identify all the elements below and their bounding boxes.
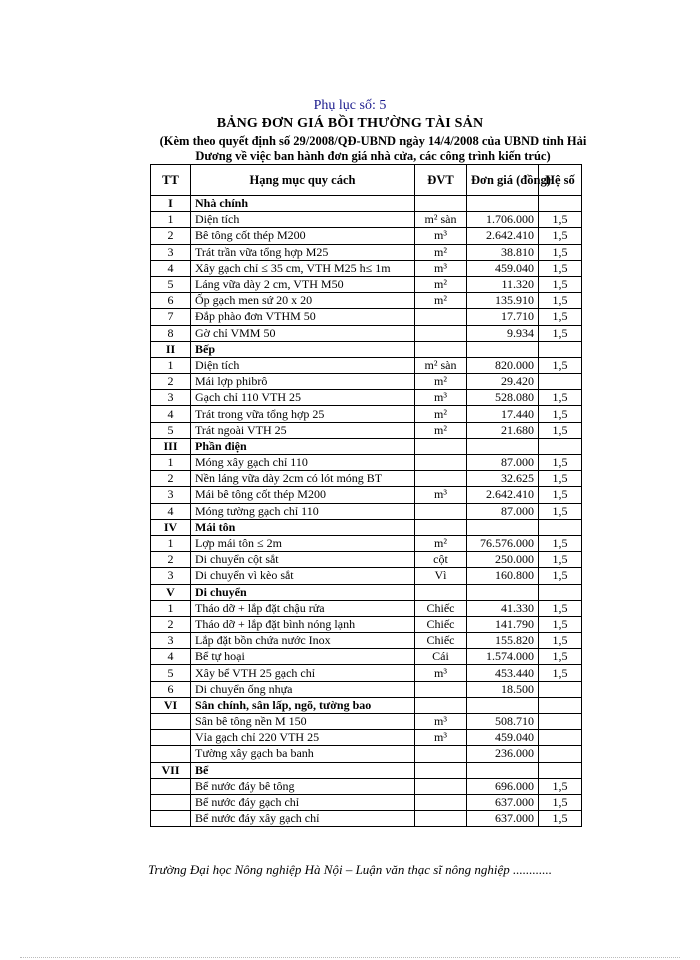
footer-text: Trường Đại học Nông nghiệp Hà Nội – Luận văn thạc sĩ nông nghiệp ............ xyxy=(147,862,553,877)
price-cell: 87.000 xyxy=(467,503,539,519)
table-row xyxy=(151,616,582,632)
item-name: Bể nước đáy xây gạch chỉ xyxy=(191,811,415,827)
unit-cell: m² xyxy=(415,244,467,260)
coef-cell xyxy=(539,374,582,390)
item-name: Bể nước đáy bê tông xyxy=(191,778,415,794)
price-cell xyxy=(467,341,539,357)
unit-cell xyxy=(415,471,467,487)
price-cell: 41.330 xyxy=(467,600,539,616)
price-cell: 250.000 xyxy=(467,552,539,568)
item-name: Di chuyển ống nhựa xyxy=(191,681,415,697)
coef-cell xyxy=(539,730,582,746)
item-name: Gờ chỉ VMM 50 xyxy=(191,325,415,341)
section-row xyxy=(151,519,582,535)
section-row xyxy=(151,697,582,713)
section-title: Phần điện xyxy=(191,438,415,454)
table-row xyxy=(151,600,582,616)
table-row xyxy=(151,552,582,568)
row-number: 5 xyxy=(151,665,191,681)
coef-cell: 1,5 xyxy=(539,260,582,276)
coef-cell: 1,5 xyxy=(539,778,582,794)
item-name: Tháo dỡ + lắp đặt bình nóng lạnh xyxy=(191,616,415,632)
item-name: Vỉa gạch chỉ 220 VTH 25 xyxy=(191,730,415,746)
coef-cell: 1,5 xyxy=(539,422,582,438)
coef-cell: 1,5 xyxy=(539,357,582,373)
table-row xyxy=(151,503,582,519)
coef-cell: 1,5 xyxy=(539,552,582,568)
unit-cell: m² xyxy=(415,374,467,390)
row-number: 2 xyxy=(151,471,191,487)
item-name: Mái bê tông cốt thép M200 xyxy=(191,487,415,503)
item-name: Bể tự hoại xyxy=(191,649,415,665)
section-title: Nhà chính xyxy=(191,196,415,212)
price-cell: 528.080 xyxy=(467,390,539,406)
row-number: 3 xyxy=(151,390,191,406)
item-name: Lắp đặt bồn chứa nước Inox xyxy=(191,633,415,649)
coef-cell: 1,5 xyxy=(539,600,582,616)
item-name: Móng xây gạch chỉ 110 xyxy=(191,455,415,471)
row-number xyxy=(151,714,191,730)
table-row xyxy=(151,260,582,276)
price-cell: 820.000 xyxy=(467,357,539,373)
price-cell: 508.710 xyxy=(467,714,539,730)
coef-cell: 1,5 xyxy=(539,228,582,244)
coef-cell xyxy=(539,681,582,697)
table-row xyxy=(151,422,582,438)
coef-cell: 1,5 xyxy=(539,212,582,228)
unit-cell: m³ xyxy=(415,487,467,503)
item-name: Móng tường gạch chỉ 110 xyxy=(191,503,415,519)
unit-cell: m³ xyxy=(415,730,467,746)
table-row xyxy=(151,649,582,665)
table-row xyxy=(151,357,582,373)
row-number: 2 xyxy=(151,552,191,568)
row-number: 3 xyxy=(151,487,191,503)
unit-cell xyxy=(415,778,467,794)
col-header-coef: Hệ số xyxy=(539,165,582,196)
section-number: VII xyxy=(151,762,191,778)
price-cell xyxy=(467,697,539,713)
unit-cell: m³ xyxy=(415,260,467,276)
item-name: Bê tông cốt thép M200 xyxy=(191,228,415,244)
unit-cell: m³ xyxy=(415,390,467,406)
price-cell: 160.800 xyxy=(467,568,539,584)
unit-cell: Vì xyxy=(415,568,467,584)
item-name: Trát ngoài VTH 25 xyxy=(191,422,415,438)
col-header-tt: TT xyxy=(151,165,191,196)
table-row xyxy=(151,746,582,762)
section-row xyxy=(151,762,582,778)
item-name: Ốp gạch men sứ 20 x 20 xyxy=(191,293,415,309)
coef-cell: 1,5 xyxy=(539,471,582,487)
item-name: Gạch chỉ 110 VTH 25 xyxy=(191,390,415,406)
section-number: II xyxy=(151,341,191,357)
col-header-price: Đơn giá (đồng) xyxy=(467,165,539,196)
coef-cell xyxy=(539,438,582,454)
row-number xyxy=(151,730,191,746)
coef-cell: 1,5 xyxy=(539,487,582,503)
coef-cell: 1,5 xyxy=(539,325,582,341)
section-title: Di chuyển xyxy=(191,584,415,600)
row-number xyxy=(151,778,191,794)
row-number: 2 xyxy=(151,228,191,244)
row-number: 6 xyxy=(151,681,191,697)
coef-cell: 1,5 xyxy=(539,568,582,584)
price-cell: 11.320 xyxy=(467,276,539,292)
table-row xyxy=(151,487,582,503)
page-bottom-divider xyxy=(20,957,680,958)
unit-cell xyxy=(415,519,467,535)
price-cell: 9.934 xyxy=(467,325,539,341)
unit-cell xyxy=(415,584,467,600)
coef-cell: 1,5 xyxy=(539,811,582,827)
price-cell: 155.820 xyxy=(467,633,539,649)
coef-cell xyxy=(539,519,582,535)
section-row xyxy=(151,196,582,212)
price-cell: 17.440 xyxy=(467,406,539,422)
price-cell: 87.000 xyxy=(467,455,539,471)
row-number xyxy=(151,794,191,810)
table-row xyxy=(151,568,582,584)
table-row xyxy=(151,244,582,260)
section-title: Mái tôn xyxy=(191,519,415,535)
table-row xyxy=(151,406,582,422)
section-row xyxy=(151,584,582,600)
price-cell: 29.420 xyxy=(467,374,539,390)
section-title: Bếp xyxy=(191,341,415,357)
unit-cell: m² sàn xyxy=(415,212,467,228)
table-row xyxy=(151,228,582,244)
unit-cell: m² sàn xyxy=(415,357,467,373)
unit-cell: m³ xyxy=(415,714,467,730)
unit-cell xyxy=(415,196,467,212)
price-cell: 696.000 xyxy=(467,778,539,794)
unit-cell: m³ xyxy=(415,665,467,681)
row-number: 1 xyxy=(151,455,191,471)
row-number: 4 xyxy=(151,649,191,665)
page-title: BẢNG ĐƠN GIÁ BỒI THƯỜNG TÀI SẢN xyxy=(216,116,484,131)
price-cell: 32.625 xyxy=(467,471,539,487)
unit-cell: Cái xyxy=(415,649,467,665)
coef-cell: 1,5 xyxy=(539,244,582,260)
table-row xyxy=(151,633,582,649)
row-number: 7 xyxy=(151,309,191,325)
unit-cell xyxy=(415,341,467,357)
price-cell xyxy=(467,196,539,212)
coef-cell: 1,5 xyxy=(539,455,582,471)
section-number: V xyxy=(151,584,191,600)
row-number: 4 xyxy=(151,503,191,519)
row-number: 5 xyxy=(151,276,191,292)
table-row xyxy=(151,455,582,471)
page-subtitle: (Kèm theo quyết định số 29/2008/QĐ-UBND ngày 14/4/2008 của UBND tỉnh Hải Dương về việc ban hành đơn giá nhà cửa, các công trình kiến trúc) xyxy=(159,134,587,163)
row-number: 1 xyxy=(151,212,191,228)
table-row xyxy=(151,390,582,406)
section-title: Bể xyxy=(191,762,415,778)
item-name: Tường xây gạch ba banh xyxy=(191,746,415,762)
unit-cell xyxy=(415,325,467,341)
unit-cell xyxy=(415,794,467,810)
section-number: VI xyxy=(151,697,191,713)
section-row xyxy=(151,438,582,454)
section-row xyxy=(151,341,582,357)
table-row xyxy=(151,665,582,681)
unit-cell xyxy=(415,455,467,471)
col-header-item: Hạng mục quy cách xyxy=(191,165,415,196)
row-number: 4 xyxy=(151,406,191,422)
coef-cell: 1,5 xyxy=(539,794,582,810)
price-cell: 1.706.000 xyxy=(467,212,539,228)
item-name: Tháo dỡ + lắp đặt chậu rửa xyxy=(191,600,415,616)
price-cell: 459.040 xyxy=(467,260,539,276)
coef-cell xyxy=(539,762,582,778)
unit-cell: m² xyxy=(415,422,467,438)
price-cell xyxy=(467,584,539,600)
unit-cell xyxy=(415,503,467,519)
table-row xyxy=(151,714,582,730)
price-cell: 1.574.000 xyxy=(467,649,539,665)
coef-cell: 1,5 xyxy=(539,293,582,309)
coef-cell xyxy=(539,746,582,762)
item-name: Trát trần vữa tổng hợp M25 xyxy=(191,244,415,260)
item-name: Sân bê tông nền M 150 xyxy=(191,714,415,730)
table-row xyxy=(151,794,582,810)
table-row xyxy=(151,811,582,827)
coef-cell: 1,5 xyxy=(539,665,582,681)
unit-cell: Chiếc xyxy=(415,633,467,649)
row-number: 1 xyxy=(151,600,191,616)
coef-cell: 1,5 xyxy=(539,535,582,551)
price-cell xyxy=(467,519,539,535)
coef-cell: 1,5 xyxy=(539,309,582,325)
section-title: Sân chính, sân lấp, ngõ, tường bao xyxy=(191,697,415,713)
table-row xyxy=(151,293,582,309)
row-number: 1 xyxy=(151,357,191,373)
item-name: Diện tích xyxy=(191,212,415,228)
coef-cell: 1,5 xyxy=(539,390,582,406)
row-number: 2 xyxy=(151,374,191,390)
price-table xyxy=(150,164,582,827)
item-name: Di chuyển cột sắt xyxy=(191,552,415,568)
price-cell: 135.910 xyxy=(467,293,539,309)
row-number: 3 xyxy=(151,244,191,260)
item-name: Nền láng vữa dày 2cm có lót móng BT xyxy=(191,471,415,487)
row-number: 3 xyxy=(151,633,191,649)
row-number: 8 xyxy=(151,325,191,341)
unit-cell xyxy=(415,697,467,713)
unit-cell xyxy=(415,762,467,778)
coef-cell: 1,5 xyxy=(539,503,582,519)
unit-cell xyxy=(415,309,467,325)
coef-cell xyxy=(539,196,582,212)
table-row xyxy=(151,535,582,551)
item-name: Đắp phào đơn VTHM 50 xyxy=(191,309,415,325)
appendix-label: Phụ lục số: 5 xyxy=(313,98,387,113)
unit-cell: cột xyxy=(415,552,467,568)
table-row xyxy=(151,778,582,794)
table-row xyxy=(151,681,582,697)
col-header-unit: ĐVT xyxy=(415,165,467,196)
unit-cell: m² xyxy=(415,293,467,309)
unit-cell: m³ xyxy=(415,228,467,244)
coef-cell: 1,5 xyxy=(539,633,582,649)
table-row xyxy=(151,325,582,341)
price-cell: 637.000 xyxy=(467,811,539,827)
section-number: IV xyxy=(151,519,191,535)
coef-cell xyxy=(539,341,582,357)
coef-cell xyxy=(539,714,582,730)
price-cell xyxy=(467,762,539,778)
price-cell: 38.810 xyxy=(467,244,539,260)
section-number: I xyxy=(151,196,191,212)
row-number: 6 xyxy=(151,293,191,309)
price-cell: 21.680 xyxy=(467,422,539,438)
coef-cell: 1,5 xyxy=(539,406,582,422)
price-cell: 637.000 xyxy=(467,794,539,810)
item-name: Di chuyển vì kèo sắt xyxy=(191,568,415,584)
item-name: Bể nước đáy gạch chỉ xyxy=(191,794,415,810)
unit-cell xyxy=(415,746,467,762)
table-row xyxy=(151,374,582,390)
unit-cell: Chiếc xyxy=(415,616,467,632)
unit-cell: m² xyxy=(415,535,467,551)
row-number xyxy=(151,811,191,827)
row-number xyxy=(151,746,191,762)
row-number: 5 xyxy=(151,422,191,438)
table-row xyxy=(151,730,582,746)
unit-cell: m² xyxy=(415,276,467,292)
price-cell xyxy=(467,438,539,454)
table-row xyxy=(151,309,582,325)
unit-cell xyxy=(415,811,467,827)
coef-cell: 1,5 xyxy=(539,276,582,292)
row-number: 3 xyxy=(151,568,191,584)
coef-cell: 1,5 xyxy=(539,649,582,665)
item-name: Mái lợp phibrô xyxy=(191,374,415,390)
row-number: 1 xyxy=(151,535,191,551)
price-cell: 2.642.410 xyxy=(467,228,539,244)
unit-cell: Chiếc xyxy=(415,600,467,616)
price-cell: 236.000 xyxy=(467,746,539,762)
item-name: Diện tích xyxy=(191,357,415,373)
item-name: Trát trong vữa tổng hợp 25 xyxy=(191,406,415,422)
coef-cell: 1,5 xyxy=(539,616,582,632)
unit-cell: m² xyxy=(415,406,467,422)
unit-cell xyxy=(415,438,467,454)
table-header-row xyxy=(151,165,582,196)
price-cell: 459.040 xyxy=(467,730,539,746)
item-name: Xây bể VTH 25 gạch chỉ xyxy=(191,665,415,681)
price-cell: 2.642.410 xyxy=(467,487,539,503)
section-number: III xyxy=(151,438,191,454)
price-cell: 18.500 xyxy=(467,681,539,697)
table-row xyxy=(151,471,582,487)
price-cell: 76.576.000 xyxy=(467,535,539,551)
row-number: 4 xyxy=(151,260,191,276)
item-name: Láng vữa dày 2 cm, VTH M50 xyxy=(191,276,415,292)
price-cell: 453.440 xyxy=(467,665,539,681)
row-number: 2 xyxy=(151,616,191,632)
item-name: Lợp mái tôn ≤ 2m xyxy=(191,535,415,551)
table-row xyxy=(151,276,582,292)
price-cell: 141.790 xyxy=(467,616,539,632)
price-cell: 17.710 xyxy=(467,309,539,325)
coef-cell xyxy=(539,584,582,600)
coef-cell xyxy=(539,697,582,713)
table-row xyxy=(151,212,582,228)
unit-cell xyxy=(415,681,467,697)
table-body xyxy=(151,196,582,827)
item-name: Xây gạch chỉ ≤ 35 cm, VTH M25 h≤ 1m xyxy=(191,260,415,276)
